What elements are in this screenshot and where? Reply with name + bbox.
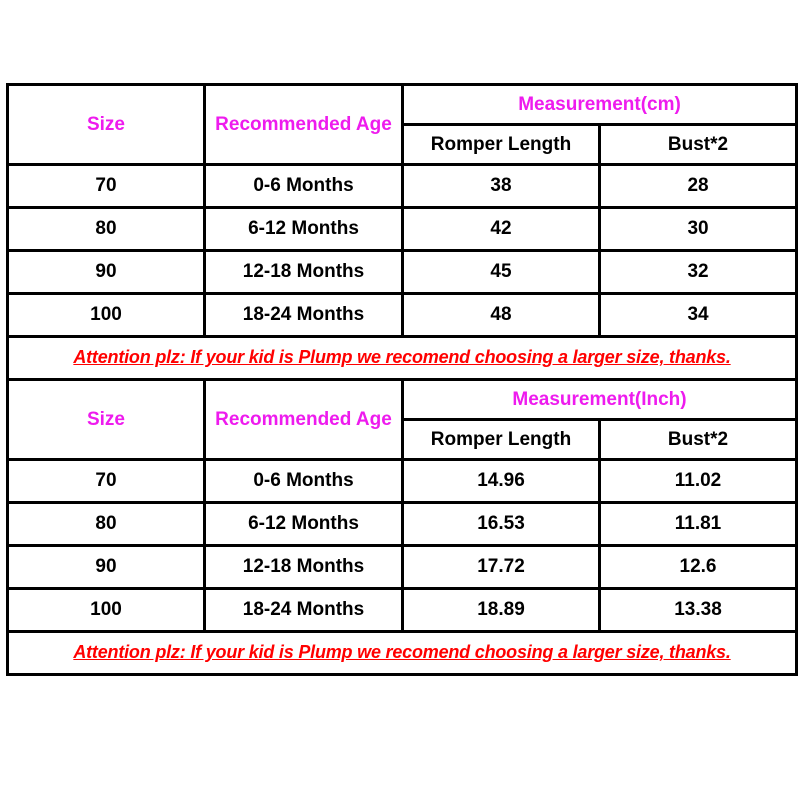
cell-age: 6-12 Months [205,503,403,546]
header-bust: Bust*2 [600,125,797,165]
header-romper-length: Romper Length [403,420,600,460]
cell-length: 45 [403,251,600,294]
notice-row [8,337,797,380]
cm-header-row [8,85,797,125]
cell-age: 6-12 Months [205,208,403,251]
attention-notice: Attention plz: If your kid is Plump we recomend choosing a larger size, thanks. [73,347,731,367]
cell-bust: 32 [600,251,797,294]
cell-bust: 30 [600,208,797,251]
cell-size: 90 [8,251,205,294]
size-table [6,83,798,676]
header-bust: Bust*2 [600,420,797,460]
cell-size: 80 [8,208,205,251]
cell-age: 12-18 Months [205,251,403,294]
cell-age: 0-6 Months [205,165,403,208]
inch-header-row [8,380,797,420]
cell-bust: 13.38 [600,589,797,632]
cell-size: 100 [8,294,205,337]
cell-length: 14.96 [403,460,600,503]
cell-size: 100 [8,589,205,632]
cell-size: 70 [8,460,205,503]
cell-bust: 34 [600,294,797,337]
table-row [8,589,797,632]
notice-row [8,632,797,675]
attention-notice: Attention plz: If your kid is Plump we recomend choosing a larger size, thanks. [73,642,731,662]
cell-length: 38 [403,165,600,208]
table-row [8,294,797,337]
cell-age: 18-24 Months [205,589,403,632]
header-romper-length: Romper Length [403,125,600,165]
cell-bust: 12.6 [600,546,797,589]
cell-length: 18.89 [403,589,600,632]
cell-age: 18-24 Months [205,294,403,337]
table-row [8,208,797,251]
cell-length: 16.53 [403,503,600,546]
header-measurement-cm: Measurement(cm) [403,85,797,125]
cell-age: 0-6 Months [205,460,403,503]
table-row [8,251,797,294]
header-size: Size [8,380,205,460]
size-chart [6,83,795,676]
cell-length: 42 [403,208,600,251]
cell-bust: 11.02 [600,460,797,503]
table-row [8,165,797,208]
cell-bust: 11.81 [600,503,797,546]
cell-age: 12-18 Months [205,546,403,589]
table-row [8,503,797,546]
cell-size: 70 [8,165,205,208]
cell-length: 17.72 [403,546,600,589]
header-measurement-inch: Measurement(Inch) [403,380,797,420]
header-recommended-age: Recommended Age [205,85,403,165]
cell-length: 48 [403,294,600,337]
cell-size: 90 [8,546,205,589]
table-row [8,546,797,589]
table-row [8,460,797,503]
header-recommended-age: Recommended Age [205,380,403,460]
cell-size: 80 [8,503,205,546]
header-size: Size [8,85,205,165]
cell-bust: 28 [600,165,797,208]
